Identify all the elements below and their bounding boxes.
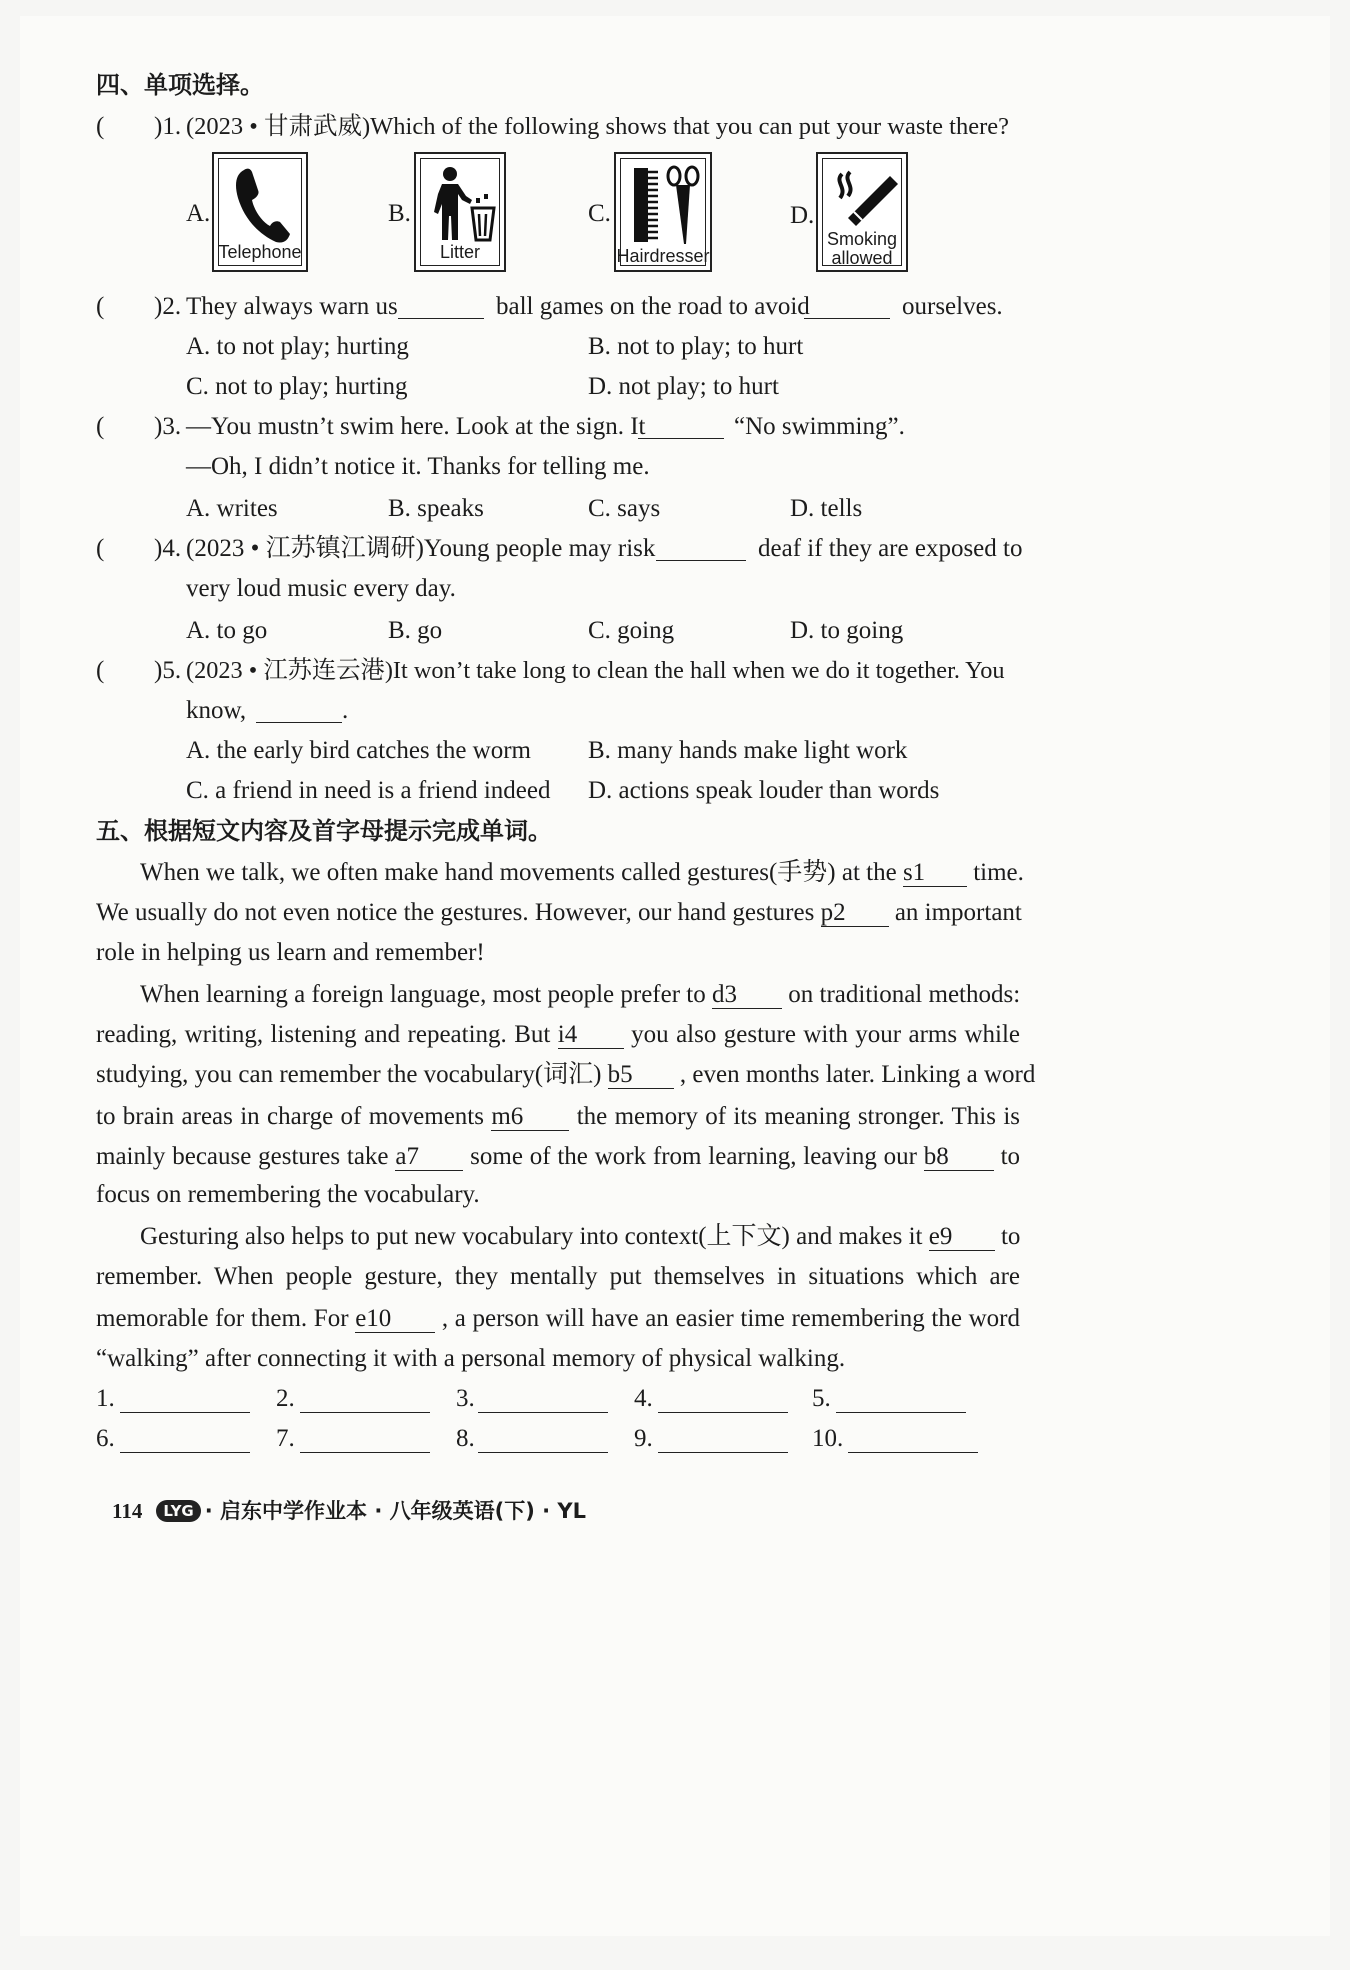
blank-8[interactable]: b 8 xyxy=(924,1144,994,1171)
q3-stem-part1: —You mustn’t swim here. Look at the sign. It xyxy=(186,413,646,440)
q5-stem: (2023 • 江苏连云港)It won’t take long to clean the hall when we do it together. You xyxy=(186,657,1005,684)
passage-line: mainly because gestures take a 7 some of the work from learning, leaving our b 8 to xyxy=(96,1143,1021,1170)
section-4-title: 四、单项选择。 xyxy=(96,71,264,99)
q2-number: )2. xyxy=(154,293,182,320)
q4-number: )4. xyxy=(154,535,182,562)
blank-5[interactable]: b 5 xyxy=(608,1062,674,1089)
answer-field-3[interactable] xyxy=(478,1386,608,1413)
answer-field-8[interactable] xyxy=(478,1426,608,1453)
q5-option-a[interactable]: A. the early bird catches the worm xyxy=(186,737,532,764)
q3-option-d[interactable]: D. tells xyxy=(790,495,863,522)
q1-option-b-sign[interactable] xyxy=(414,152,506,272)
q1-option-a-caption: Telephone xyxy=(218,242,302,262)
blank-4[interactable]: i 4 xyxy=(558,1022,624,1049)
worksheet-page xyxy=(20,16,1330,1936)
answer-field-2[interactable] xyxy=(300,1386,430,1413)
q1-option-c-sign[interactable] xyxy=(614,152,712,272)
q1-option-b-caption: Litter xyxy=(439,242,481,262)
answer-field-4[interactable] xyxy=(658,1386,788,1413)
passage-line: role in helping us learn and remember! xyxy=(96,939,485,966)
blank-9[interactable]: e 9 xyxy=(929,1224,995,1251)
q5-option-b[interactable]: B. many hands make light work xyxy=(588,737,908,764)
q4-option-d[interactable]: D. to going xyxy=(790,617,904,644)
passage-line: studying, you can remember the vocabulary(词汇) b 5 , even months later. Linking a word xyxy=(96,1061,1036,1088)
q2-answer-paren[interactable]: ( xyxy=(96,293,105,320)
answer-label-10: 10. xyxy=(812,1425,844,1452)
q5-option-c[interactable]: C. a friend in need is a friend indeed xyxy=(186,777,551,804)
q5-option-d[interactable]: D. actions speak louder than words xyxy=(588,777,940,804)
q1-stem: (2023 • 甘肃武威)Which of the following shows that you can put your waste there? xyxy=(186,113,1010,140)
litter-bin-icon xyxy=(416,160,508,250)
blank-2[interactable]: p 2 xyxy=(821,900,889,927)
blank-10[interactable]: e 10 xyxy=(355,1306,435,1333)
lyg-logo: LYG xyxy=(156,1500,200,1522)
q3-blank[interactable] xyxy=(638,412,724,439)
passage-line: “walking” after connecting it with a personal memory of physical walking. xyxy=(96,1345,846,1372)
passage-line: When learning a foreign language, most people prefer to d 3 on traditional methods: xyxy=(140,981,1021,1008)
cigarette-icon xyxy=(818,160,910,234)
q1-option-d-caption: Smoking allowed xyxy=(826,229,898,268)
passage-line: reading, writing, listening and repeating. But i 4 you also gesture with your arms while xyxy=(96,1021,1021,1048)
page-footer xyxy=(112,1496,586,1526)
q2-blank-1[interactable] xyxy=(398,292,484,319)
section-5-title: 五、根据短文内容及首字母提示完成单词。 xyxy=(96,817,552,845)
passage-line: focus on remembering the vocabulary. xyxy=(96,1181,480,1208)
q4-option-c[interactable]: C. going xyxy=(588,617,675,644)
q5-line-2-end: . xyxy=(342,697,349,724)
answer-label-2: 2. xyxy=(276,1385,295,1412)
q4-stem-part2: deaf if they are exposed to xyxy=(758,535,1023,562)
q1-number: )1. xyxy=(154,113,182,140)
passage-line: to brain areas in charge of movements m 6 the memory of its meaning stronger. This is xyxy=(96,1103,1020,1130)
q2-option-a[interactable]: A. to not play; hurting xyxy=(186,333,409,360)
q3-option-c[interactable]: C. says xyxy=(588,495,661,522)
passage-line: remember. When people gesture, they mentally put themselves in situations which are xyxy=(96,1263,1020,1290)
answer-field-7[interactable] xyxy=(300,1426,430,1453)
q3-number: )3. xyxy=(154,413,182,440)
q4-stem-part1: (2023 • 江苏镇江调研)Young people may risk xyxy=(186,535,656,562)
q5-answer-paren[interactable]: ( xyxy=(96,657,105,684)
answer-label-5: 5. xyxy=(812,1385,831,1412)
q4-option-b[interactable]: B. go xyxy=(388,617,443,644)
q3-stem-part2: “No swimming”. xyxy=(734,413,905,440)
blank-7[interactable]: a 7 xyxy=(395,1144,463,1171)
passage-line: memorable for them. For e 10 , a person will have an easier time remembering the word xyxy=(96,1305,1020,1332)
q5-number: )5. xyxy=(154,657,182,684)
q4-answer-paren[interactable]: ( xyxy=(96,535,105,562)
passage-line: We usually do not even notice the gestures. However, our hand gestures p 2 an important xyxy=(96,899,1022,926)
q1-option-d-sign[interactable] xyxy=(816,152,908,272)
answer-label-7: 7. xyxy=(276,1425,295,1452)
q1-option-c-letter: C. xyxy=(588,200,611,227)
q1-option-a-letter: A. xyxy=(186,200,211,227)
answer-field-5[interactable] xyxy=(836,1386,966,1413)
answer-label-4: 4. xyxy=(634,1385,653,1412)
passage-line: When we talk, we often make hand movements called gestures(手势) at the s 1 time. xyxy=(140,859,1024,886)
q3-line-2: —Oh, I didn’t notice it. Thanks for telling me. xyxy=(186,453,650,480)
answer-label-6: 6. xyxy=(96,1425,115,1452)
telephone-icon xyxy=(214,160,310,250)
answer-label-3: 3. xyxy=(456,1385,475,1412)
q1-answer-paren[interactable]: ( xyxy=(96,113,105,140)
q3-answer-paren[interactable]: ( xyxy=(96,413,105,440)
q4-blank[interactable] xyxy=(656,534,746,561)
q2-option-b[interactable]: B. not to play; to hurt xyxy=(588,333,804,360)
q2-stem-part1: They always warn us xyxy=(186,293,398,320)
passage-line: Gesturing also helps to put new vocabulary into context(上下文) and makes it e 9 to xyxy=(140,1223,1021,1250)
answer-field-1[interactable] xyxy=(120,1386,250,1413)
q3-option-b[interactable]: B. speaks xyxy=(388,495,484,522)
answer-label-8: 8. xyxy=(456,1425,475,1452)
q4-option-a[interactable]: A. to go xyxy=(186,617,268,644)
q5-line-2-start: know, xyxy=(186,697,247,724)
page-number: 114 xyxy=(112,1499,143,1523)
q1-option-a-sign[interactable] xyxy=(212,152,308,272)
q5-blank[interactable] xyxy=(256,696,342,723)
footer-title: · 启东中学作业本 · 八年级英语(下) · YL xyxy=(204,1499,587,1523)
answer-label-9: 9. xyxy=(634,1425,653,1452)
blank-6[interactable]: m 6 xyxy=(491,1104,569,1131)
q1-option-d-letter: D. xyxy=(790,202,815,229)
q4-line-2: very loud music every day. xyxy=(186,575,456,602)
answer-label-1: 1. xyxy=(96,1385,115,1412)
answer-field-6[interactable] xyxy=(120,1426,250,1453)
answer-field-10[interactable] xyxy=(848,1426,978,1453)
answer-field-9[interactable] xyxy=(658,1426,788,1453)
q2-option-d[interactable]: D. not play; to hurt xyxy=(588,373,779,400)
blank-3[interactable]: d 3 xyxy=(712,982,782,1009)
q2-stem-part3: ourselves. xyxy=(902,293,1003,320)
q1-option-b-letter: B. xyxy=(388,200,411,227)
q2-blank-2[interactable] xyxy=(804,292,890,319)
q1-option-c-caption: Hairdresser xyxy=(616,246,710,266)
q3-option-a[interactable]: A. writes xyxy=(186,495,278,522)
q2-option-c[interactable]: C. not to play; hurting xyxy=(186,373,408,400)
blank-1[interactable]: s 1 xyxy=(903,860,967,887)
comb-scissors-icon xyxy=(616,158,714,248)
q2-stem-part2: ball games on the road to avoid xyxy=(496,293,810,320)
